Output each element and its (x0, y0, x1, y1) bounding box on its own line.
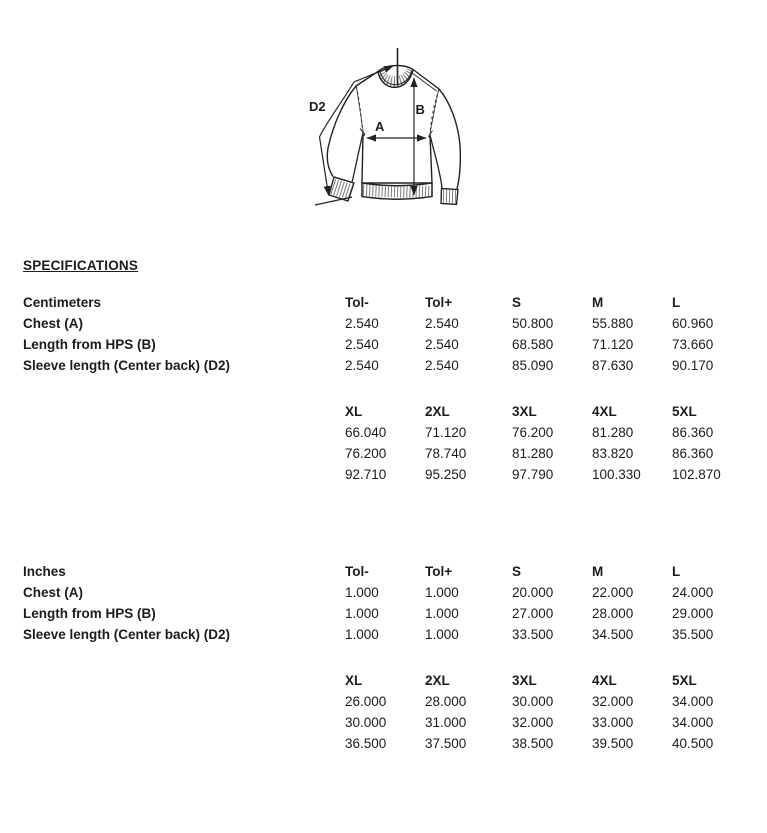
size-header: L (672, 564, 681, 579)
value-cell: 81.280 (512, 446, 554, 461)
size-header-row (23, 670, 767, 691)
value-cell: 35.500 (672, 627, 714, 642)
value-cell: 68.580 (512, 337, 554, 352)
value-cell: 2.540 (345, 316, 379, 331)
value-cell: 30.000 (345, 715, 387, 730)
value-cell: 40.500 (672, 736, 714, 751)
value-cell: 71.120 (425, 425, 467, 440)
size-header-row (23, 401, 767, 422)
left-sleeve (327, 86, 363, 183)
measurement-row (23, 603, 767, 624)
measurement-row (23, 691, 767, 712)
value-cell: 92.710 (345, 467, 387, 482)
row-label: Sleeve length (Center back) (D2) (23, 627, 231, 642)
value-cell: 2.540 (345, 358, 379, 373)
value-cell: 2.540 (425, 337, 459, 352)
value-cell: 33.000 (592, 715, 634, 730)
value-cell: 1.000 (425, 606, 459, 621)
value-cell: 32.000 (512, 715, 554, 730)
value-cell: 1.000 (345, 627, 379, 642)
label-b: B (415, 102, 425, 117)
measurement-row (23, 355, 767, 376)
value-cell: 76.200 (512, 425, 554, 440)
size-header: XL (345, 673, 363, 688)
table-group-spacer (23, 645, 767, 670)
value-cell: 32.000 (592, 694, 634, 709)
value-cell: 34.000 (672, 715, 714, 730)
value-cell: 2.540 (345, 337, 379, 352)
size-header: 4XL (592, 404, 617, 419)
size-header: L (672, 295, 681, 310)
size-header: 3XL (512, 404, 537, 419)
size-header: 5XL (672, 404, 697, 419)
measurement-row (23, 712, 767, 733)
label-d2: D2 (309, 99, 326, 114)
measurement-table-inches (23, 561, 767, 754)
size-header: S (512, 295, 522, 310)
size-header: S (512, 564, 522, 579)
value-cell: 81.280 (592, 425, 634, 440)
table-group-spacer (23, 376, 767, 401)
size-header: 5XL (672, 673, 697, 688)
value-cell: 76.200 (345, 446, 387, 461)
value-cell: 97.790 (512, 467, 554, 482)
value-cell: 34.500 (592, 627, 634, 642)
value-cell: 78.740 (425, 446, 467, 461)
value-cell: 73.660 (672, 337, 714, 352)
value-cell: 90.170 (672, 358, 714, 373)
measurement-row (23, 582, 767, 603)
value-cell: 71.120 (592, 337, 634, 352)
value-cell: 1.000 (425, 627, 459, 642)
size-header: Tol+ (425, 295, 453, 310)
measurement-row (23, 334, 767, 355)
specifications-heading: SPECIFICATIONS (23, 258, 139, 273)
value-cell: 87.630 (592, 358, 634, 373)
value-cell: 27.000 (512, 606, 554, 621)
value-cell: 28.000 (425, 694, 467, 709)
size-header-row (23, 292, 767, 313)
value-cell: 100.330 (592, 467, 641, 482)
value-cell: 26.000 (345, 694, 387, 709)
value-cell: 66.040 (345, 425, 387, 440)
size-header: Tol+ (425, 564, 453, 579)
value-cell: 38.500 (512, 736, 554, 751)
value-cell: 36.500 (345, 736, 387, 751)
value-cell: 50.800 (512, 316, 554, 331)
value-cell: 86.360 (672, 446, 714, 461)
value-cell: 2.540 (425, 358, 459, 373)
label-a: A (375, 119, 385, 134)
value-cell: 31.000 (425, 715, 467, 730)
value-cell: 34.000 (672, 694, 714, 709)
size-header: M (592, 564, 604, 579)
row-label: Length from HPS (B) (23, 337, 156, 352)
garment-diagram (290, 5, 540, 240)
value-cell: 37.500 (425, 736, 467, 751)
unit-label: Inches (23, 564, 66, 579)
value-cell: 83.820 (592, 446, 634, 461)
value-cell: 24.000 (672, 585, 714, 600)
size-header-row (23, 561, 767, 582)
measurement-row (23, 313, 767, 334)
measurement-row (23, 422, 767, 443)
value-cell: 1.000 (345, 585, 379, 600)
value-cell: 102.870 (672, 467, 721, 482)
row-label: Chest (A) (23, 585, 83, 600)
value-cell: 33.500 (512, 627, 554, 642)
unit-label: Centimeters (23, 295, 102, 310)
value-cell: 29.000 (672, 606, 714, 621)
value-cell: 1.000 (345, 606, 379, 621)
row-label: Sleeve length (Center back) (D2) (23, 358, 231, 373)
size-header: 2XL (425, 404, 450, 419)
value-cell: 60.960 (672, 316, 714, 331)
size-header: 2XL (425, 673, 450, 688)
value-cell: 85.090 (512, 358, 554, 373)
value-cell: 28.000 (592, 606, 634, 621)
row-label: Chest (A) (23, 316, 83, 331)
size-header: 4XL (592, 673, 617, 688)
value-cell: 1.000 (425, 585, 459, 600)
value-cell: 86.360 (672, 425, 714, 440)
value-cell: 22.000 (592, 585, 634, 600)
value-cell: 39.500 (592, 736, 634, 751)
size-header: Tol- (345, 564, 369, 579)
measurement-row (23, 443, 767, 464)
measurement-table-centimeters (23, 292, 767, 485)
measurement-row (23, 464, 767, 485)
value-cell: 30.000 (512, 694, 554, 709)
size-header: 3XL (512, 673, 537, 688)
value-cell: 55.880 (592, 316, 634, 331)
value-cell: 2.540 (425, 316, 459, 331)
value-cell: 95.250 (425, 467, 467, 482)
measurement-row (23, 733, 767, 754)
size-header: Tol- (345, 295, 369, 310)
value-cell: 20.000 (512, 585, 554, 600)
size-header: XL (345, 404, 363, 419)
measurement-row (23, 624, 767, 645)
row-label: Length from HPS (B) (23, 606, 156, 621)
size-header: M (592, 295, 604, 310)
